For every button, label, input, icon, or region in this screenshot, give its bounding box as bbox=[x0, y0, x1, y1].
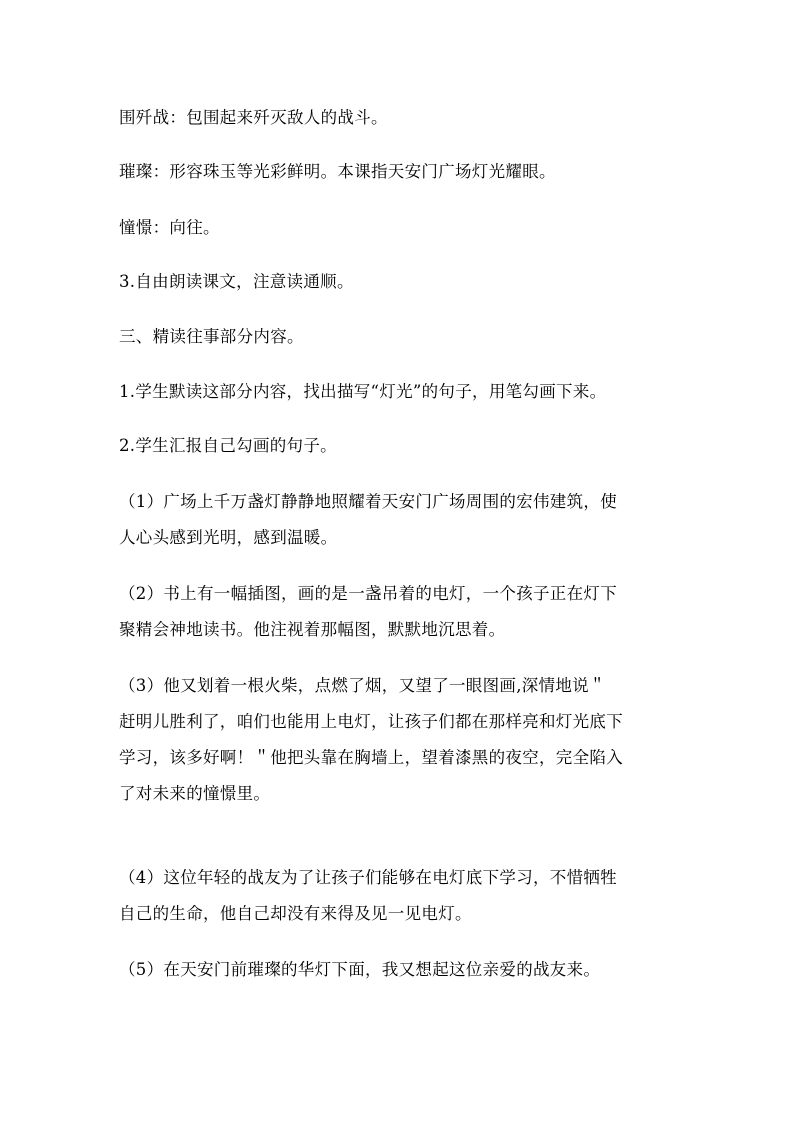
text-line: （5）在天安门前璀璨的华灯下面，我又想起这位亲爱的战友来。 bbox=[119, 960, 601, 979]
text-line: 了对未来的憧憬里。 bbox=[119, 784, 271, 803]
section-heading-3 bbox=[119, 319, 679, 355]
paragraph-sentence-2 bbox=[119, 576, 679, 648]
text-line: 1.学生默读这部分内容，找出描写“灯光”的句子，用笔勾画下来。 bbox=[119, 382, 607, 401]
paragraph-definition-cuican bbox=[119, 154, 679, 190]
paragraph-definition-weijianzhan bbox=[119, 100, 679, 136]
text-line: 聚精会神地读书。他注视着那幅图，默默地沉思着。 bbox=[119, 620, 506, 639]
text-line: 人心头感到光明，感到温暖。 bbox=[119, 528, 338, 547]
text-line: （4）这位年轻的战友为了让孩子们能够在电灯底下学习，不惜牺牲 bbox=[119, 868, 617, 887]
text-line: （3）他又划着一根火柴，点燃了烟，又望了一眼图画,深情地说＂ bbox=[119, 676, 606, 695]
text-line: 围歼战：包围起来歼灭敌人的战斗。 bbox=[119, 108, 388, 127]
paragraph-item-1 bbox=[119, 374, 679, 410]
text-line: （1）广场上千万盏灯静静地照耀着天安门广场周围的宏伟建筑，使 bbox=[119, 492, 617, 511]
text-line: 三、精读往事部分内容。 bbox=[119, 327, 304, 346]
text-line: 憧憬：向往。 bbox=[119, 218, 220, 237]
paragraph-sentence-5 bbox=[119, 952, 679, 988]
text-line: 璀璨：形容珠玉等光彩鲜明。本课指天安门广场灯光耀眼。 bbox=[119, 162, 556, 181]
text-line: 学习，该多好啊！＂他把头靠在胸墙上，望着漆黑的夜空，完全陷入 bbox=[119, 748, 623, 767]
text-line: 赶明儿胜利了，咱们也能用上电灯，让孩子们都在那样亮和灯光底下 bbox=[119, 712, 623, 731]
text-line: （2）书上有一幅插图，画的是一盏吊着的电灯，一个孩子正在灯下 bbox=[119, 584, 617, 603]
paragraph-item-2 bbox=[119, 428, 679, 464]
paragraph-sentence-4 bbox=[119, 860, 679, 932]
paragraph-sentence-1 bbox=[119, 484, 679, 556]
text-line: 自己的生命，他自己却没有来得及见一见电灯。 bbox=[119, 904, 472, 923]
paragraph-sentence-3 bbox=[119, 668, 679, 812]
paragraph-definition-chongjing bbox=[119, 210, 679, 246]
paragraph-step-3 bbox=[119, 264, 679, 300]
text-line: 2.学生汇报自己勾画的句子。 bbox=[119, 436, 337, 455]
text-line: 3.自由朗读课文，注意读通顺。 bbox=[119, 272, 354, 291]
